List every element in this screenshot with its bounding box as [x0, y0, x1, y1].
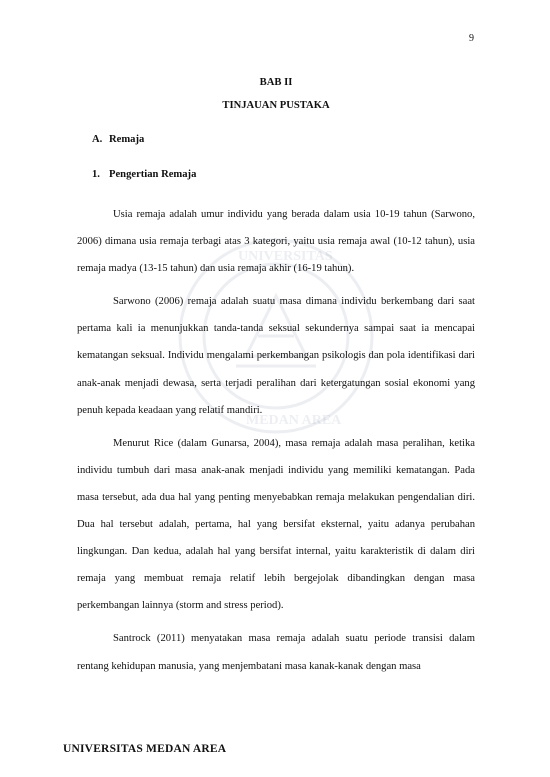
section-title: Remaja	[109, 134, 145, 145]
footer-university: UNIVERSITAS MEDAN AREA	[63, 743, 227, 755]
paragraph: Sarwono (2006) remaja adalah suatu masa dimana individu berkembang dari saat pertama kali ia menunjukkan tanda-tanda seksual sekundernya sampai saat ia mencapai kematangan seksual. Individu mengalami perkembangan psikologis dan pola identifikasi dari anak-anak menjadi dewasa, serta terjadi peralihan dari ketergatungan sosial ekonomi yang penuh kepada keadaan yang relatif mandiri.	[77, 296, 475, 416]
subsection-title: Pengertian Remaja	[109, 169, 197, 180]
chapter-label: BAB II	[259, 77, 293, 88]
subsection-heading	[92, 169, 475, 181]
section-heading	[92, 134, 475, 146]
section-number: A.	[92, 134, 103, 145]
page-number: 9	[469, 33, 474, 44]
document-body	[77, 77, 475, 686]
chapter-title: TINJAUAN PUSTAKA	[222, 100, 330, 111]
svg-text:MEDAN AREA: MEDAN AREA	[246, 413, 342, 428]
paragraph: Santrock (2011) menyatakan masa remaja adalah suatu periode transisi dalam rentang kehidupan manusia, yang menjembatani masa kanak-kanak dengan masa	[77, 633, 475, 672]
subsection-number: 1.	[92, 169, 100, 180]
svg-text:UNIVERSITAS: UNIVERSITAS	[238, 249, 333, 264]
paragraph: Menurut Rice (dalam Gunarsa, 2004), masa remaja adalah masa peralihan, ketika individu tumbuh dari masa anak-anak menjadi individu yang memiliki kematangan. Pada masa tersebut, ada dua hal yang penting menyebabkan remaja melakukan pengendalian diri. Dua hal tersebut adalah, pertama, hal yang bersifat eksternal, yaitu adanya perubahan lingkungan. Dan kedua, adalah hal yang bersifat internal, yaitu karakteristik di dalam diri remaja yang membuat remaja relatif lebih bergejolak dibandingkan dengan masa perkembangan lainnya (storm and stress period).	[77, 437, 475, 612]
paragraph: Usia remaja adalah umur individu yang berada dalam usia 10-19 tahun (Sarwono, 2006) dimana usia remaja terbagi atas 3 kategori, yaitu usia remaja awal (10-12 tahun), usia remaja madya (13-15 tahun) dan usia remaja akhir (16-19 tahun).	[77, 209, 475, 275]
